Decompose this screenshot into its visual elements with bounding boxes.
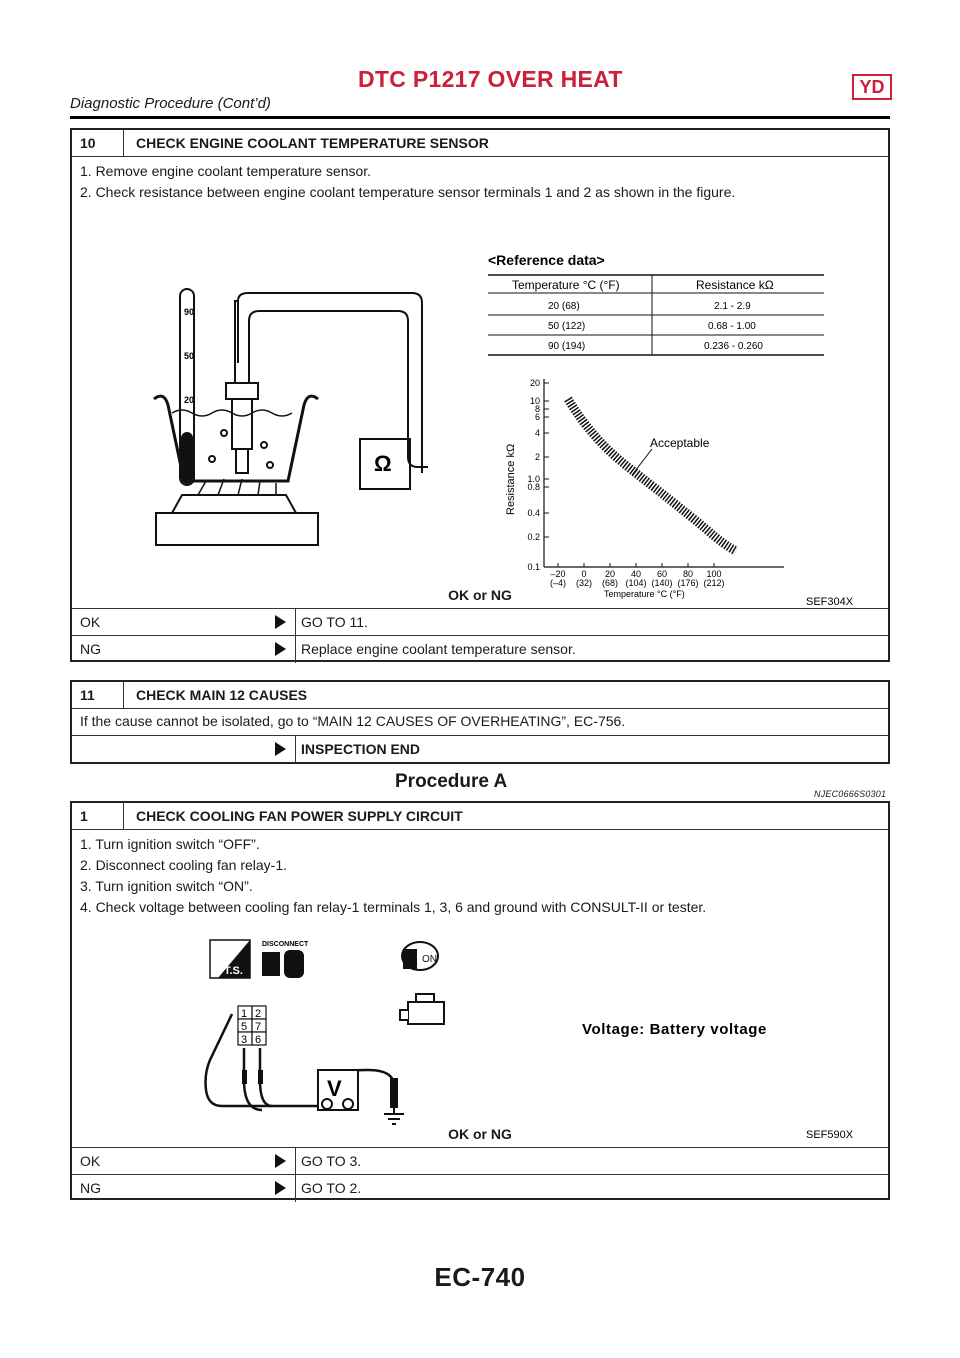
result-label-ng: NG — [72, 636, 296, 663]
arrow-icon — [275, 642, 286, 656]
lead-wire-1 — [235, 301, 238, 383]
table-cell: 20 (68) — [548, 301, 580, 312]
thermo-mark: 20 — [184, 395, 195, 405]
step-11-instruction: If the cause cannot be isolated, go to “MAIN 12 CAUSES OF OVERHEATING”, EC-756. — [72, 709, 888, 736]
terminal-number: 7 — [255, 1021, 262, 1033]
terminal-number: 2 — [255, 1008, 262, 1020]
bubble — [261, 442, 267, 448]
ignition-key-icon — [402, 942, 438, 970]
y-tick-label: 0.2 — [527, 532, 540, 542]
annotation-leader — [632, 449, 652, 475]
coolant-sensor-figure — [72, 213, 888, 613]
probe-tip — [258, 1070, 263, 1084]
lead-wire-2 — [249, 311, 428, 467]
bubble — [267, 462, 273, 468]
disconnect-connector-icon — [262, 950, 304, 978]
voltmeter-label: V — [327, 1076, 342, 1101]
step-title: CHECK MAIN 12 CAUSES — [136, 687, 308, 703]
y-tick-label: 6 — [534, 412, 540, 422]
sensor-body — [232, 399, 252, 449]
y-tick-label: 2 — [534, 452, 540, 462]
instruction-line: 1. Remove engine coolant temperature sensor. — [80, 163, 372, 179]
x-tick-label-f: (212) — [703, 578, 725, 588]
bubble — [209, 456, 215, 462]
result-label-empty — [72, 736, 296, 763]
sensor-tip — [236, 449, 248, 473]
heater-base — [156, 513, 318, 545]
instructions — [72, 157, 888, 207]
ts-label: T.S. — [224, 965, 243, 977]
table-header: Temperature °C (°F) — [512, 278, 620, 292]
x-tick-label-f: (68) — [601, 578, 619, 588]
step-10-content — [72, 157, 888, 609]
x-tick-label: 0 — [581, 569, 587, 579]
arrow-icon — [275, 1181, 286, 1195]
step-1-box — [70, 801, 890, 1200]
instructions — [72, 830, 888, 922]
terminal-number: 1 — [241, 1008, 248, 1020]
result-action: INSPECTION END — [301, 741, 421, 757]
ts-icon — [210, 940, 250, 978]
x-tick-label: 40 — [630, 569, 642, 579]
engine-badge: YD — [852, 74, 892, 100]
result-action: Replace engine coolant temperature sensor. — [301, 641, 576, 657]
step-number: 1 — [72, 803, 124, 829]
reference-title: <Reference data> — [488, 252, 605, 268]
x-tick-label-f: (176) — [677, 578, 699, 588]
y-tick-label: 20 — [529, 378, 540, 388]
table-cell: 2.1 - 2.9 — [714, 301, 751, 312]
graph-y-ticks — [527, 378, 549, 572]
bubble — [221, 430, 227, 436]
section-heading: Procedure A — [395, 771, 508, 792]
x-tick-label: 20 — [604, 569, 616, 579]
result-row-ng — [72, 1175, 888, 1202]
table-cell: 90 (194) — [548, 341, 586, 352]
acceptable-label: Acceptable — [650, 436, 710, 450]
graph-x-label: Temperature °C (°F) — [604, 589, 685, 599]
page-title: DTC P1217 OVER HEAT — [358, 66, 623, 92]
instruction-line: 2. Check resistance between engine coolant temperature sensor terminals 1 and 2 as shown in the figure. — [80, 184, 736, 200]
result-row-ok — [72, 609, 888, 636]
disconnect-label: DISCONNECT — [262, 941, 309, 948]
thermo-mark: 50 — [184, 351, 195, 361]
result-action: GO TO 2. — [301, 1180, 362, 1196]
relay-voltage-figure — [72, 930, 888, 1140]
y-tick-label: 0.8 — [527, 482, 540, 492]
acceptable-band — [568, 399, 736, 551]
terminal-number: 5 — [241, 1021, 248, 1033]
x-tick-label: –20 — [550, 569, 566, 579]
terminal-number: 6 — [255, 1034, 262, 1046]
page-number: EC-740 — [434, 1262, 526, 1292]
step-number: 11 — [72, 682, 124, 708]
result-row-ng — [72, 636, 888, 663]
ground-probe — [390, 1078, 398, 1108]
step-title: CHECK COOLING FAN POWER SUPPLY CIRCUIT — [136, 808, 463, 824]
arrow-icon — [275, 1154, 286, 1168]
graph-y-label: Resistance kΩ — [505, 443, 517, 515]
result-action: GO TO 3. — [301, 1153, 362, 1169]
result-row-ok — [72, 1148, 888, 1175]
table-cell: 0.68 - 1.00 — [708, 321, 756, 332]
y-tick-label: 4 — [534, 428, 540, 438]
y-tick-label: 1.0 — [527, 474, 540, 484]
result-label: OK or NG — [448, 587, 512, 603]
sensor-connector — [226, 383, 258, 399]
step-10-title-row — [72, 130, 888, 157]
result-label: OK or NG — [448, 1126, 512, 1142]
probe-tip — [242, 1070, 247, 1084]
x-tick-label: 80 — [682, 569, 694, 579]
step-1-title-row — [72, 803, 888, 830]
section-id: NJEC0666S0301 — [814, 789, 887, 799]
heater-top — [172, 495, 296, 513]
instruction-line: 4. Check voltage between cooling fan relay-1 terminals 1, 3, 6 and ground with CONSULT-II or tester. — [80, 899, 707, 915]
terminal-number: 3 — [241, 1034, 248, 1046]
result-label-ok: OK — [72, 609, 296, 635]
x-tick-label-f: (140) — [651, 578, 673, 588]
result-action: GO TO 11. — [301, 614, 368, 630]
on-label: ON — [422, 954, 437, 965]
thermometer-bulb — [182, 433, 192, 483]
result-label-ng: NG — [72, 1175, 296, 1202]
arrow-icon — [275, 742, 286, 756]
step-title: CHECK ENGINE COOLANT TEMPERATURE SENSOR — [136, 135, 489, 151]
instruction-line: 1. Turn ignition switch “OFF”. — [80, 836, 260, 852]
thermo-mark: 90 — [184, 307, 195, 317]
table-cell: 0.236 - 0.260 — [704, 341, 763, 352]
y-tick-label: 10 — [529, 396, 540, 406]
y-tick-label: 0.4 — [527, 508, 540, 518]
x-tick-label-f: (32) — [575, 578, 593, 588]
figure-code: SEF590X — [806, 1129, 854, 1140]
engine-icon — [400, 994, 444, 1024]
x-tick-label: 60 — [656, 569, 668, 579]
y-tick-label: 0.1 — [527, 562, 540, 572]
step-number: 10 — [72, 130, 124, 156]
probe-wires — [206, 1014, 395, 1110]
step-1-content — [72, 830, 888, 1148]
voltage-spec: Voltage: Battery voltage — [582, 1021, 767, 1038]
result-label-ok: OK — [72, 1148, 296, 1174]
x-tick-label-f: (–4) — [549, 578, 567, 588]
lead-wire-outer — [238, 293, 422, 473]
table-header: Resistance kΩ — [696, 278, 774, 292]
x-tick-label: 100 — [706, 569, 722, 579]
ohm-symbol: Ω — [374, 451, 392, 476]
step-10-box — [70, 128, 890, 662]
arrow-icon — [275, 615, 286, 629]
y-tick-label: 8 — [534, 404, 540, 414]
instruction-line: 2. Disconnect cooling fan relay-1. — [80, 857, 287, 873]
test-setup-diagram — [154, 289, 428, 545]
instruction-line: 3. Turn ignition switch “ON”. — [80, 878, 253, 894]
table-cell: 50 (122) — [548, 321, 586, 332]
page-subtitle: Diagnostic Procedure (Cont’d) — [70, 95, 271, 112]
step-11-box — [70, 680, 890, 764]
x-tick-label-f: (104) — [625, 578, 647, 588]
resistance-graph — [505, 378, 784, 599]
step-11-title-row — [72, 682, 888, 709]
result-row-end — [72, 736, 888, 763]
figure-code: SEF304X — [806, 596, 854, 608]
header-rule — [70, 116, 890, 119]
